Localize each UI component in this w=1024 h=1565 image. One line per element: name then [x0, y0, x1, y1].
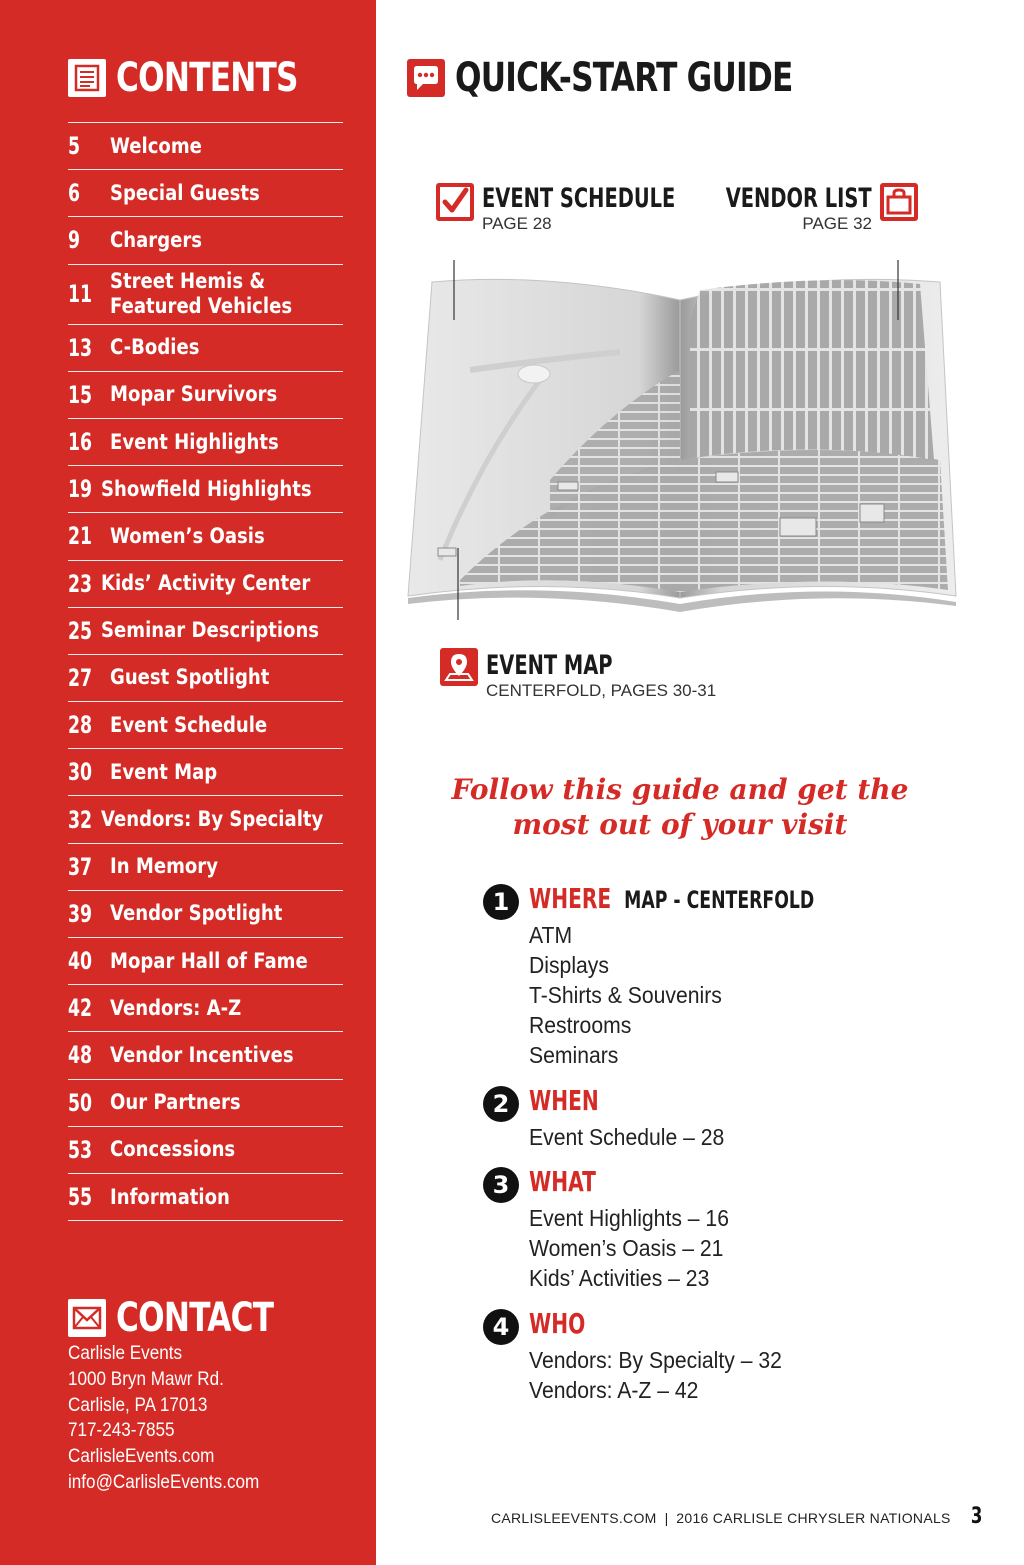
toc-item[interactable] [68, 123, 343, 170]
toc-title: Vendor Incentives [110, 1042, 294, 1067]
contact-org: Carlisle Events [68, 1343, 183, 1364]
toc-page: 53 [68, 1135, 93, 1164]
list-item: ATM [529, 922, 573, 948]
list-item: Event Schedule – 28 [529, 1124, 725, 1150]
toc-item[interactable] [68, 561, 343, 608]
tagline [400, 772, 960, 842]
list-item: Women’s Oasis – 21 [529, 1235, 724, 1261]
list-item: Vendors: A-Z – 42 [529, 1377, 699, 1403]
guide-heading-text: WHERE [529, 882, 612, 915]
list-icon [68, 59, 106, 97]
guide-heading-text: WHAT [529, 1165, 596, 1198]
contact-city: Carlisle, PA 17013 [68, 1394, 208, 1416]
envelope-icon [68, 1299, 106, 1337]
toc-item[interactable] [68, 1080, 343, 1127]
guide-heading [529, 1165, 596, 1198]
guide-heading [529, 1307, 585, 1340]
toc-title: Vendor Spotlight [110, 901, 283, 926]
step-number: 3 [483, 1167, 519, 1203]
guide-heading [529, 1084, 599, 1117]
list-item: T-Shirts & Souvenirs [529, 982, 722, 1008]
toc-page: 37 [68, 852, 93, 881]
toc-page: 21 [68, 522, 93, 551]
contact-info [68, 1341, 259, 1496]
toc-title: Mopar Hall of Fame [110, 948, 308, 973]
guide-list [529, 1122, 724, 1152]
toc-page: 23 [68, 569, 93, 598]
step-number: 2 [483, 1086, 519, 1122]
toc-title: Event Map [110, 759, 218, 784]
guide-list [529, 920, 722, 1070]
footer-publication: 2016 CARLISLE CHRYSLER NATIONALS [676, 1510, 951, 1526]
guide-heading-text: WHEN [529, 1084, 599, 1117]
toc-page: 42 [68, 994, 93, 1023]
toc-title: Special Guests [110, 180, 260, 205]
toc-item[interactable] [68, 513, 343, 560]
toc-item[interactable] [68, 1127, 343, 1174]
toc-item[interactable] [68, 217, 343, 264]
guide-list [529, 1203, 729, 1293]
list-item: Event Highlights – 16 [529, 1205, 729, 1231]
contact-heading [68, 1295, 318, 1341]
toc-title: Event Schedule [110, 712, 268, 737]
toc-item[interactable] [68, 170, 343, 217]
step-number: 1 [483, 884, 519, 920]
chat-bubble-icon [407, 59, 445, 97]
callout-title: EVENT MAP [486, 650, 613, 681]
toc-title: Our Partners [110, 1090, 241, 1115]
list-item: Displays [529, 952, 609, 978]
callout-subtitle: PAGE 28 [482, 214, 552, 233]
page-number: 3 [970, 1504, 983, 1529]
toc-page: 48 [68, 1041, 93, 1070]
toc-page: 11 [68, 280, 93, 309]
toc-title [110, 269, 292, 319]
toc-page: 5 [68, 132, 81, 161]
toc-item[interactable] [68, 372, 343, 419]
guide-heading-text: WHO [529, 1307, 586, 1340]
contents-title: CONTENTS [116, 55, 298, 101]
contact-email[interactable]: info@CarlisleEvents.com [68, 1471, 260, 1493]
callout-event-map[interactable] [440, 650, 716, 701]
toc-title: Event Highlights [110, 429, 279, 454]
step-number: 4 [483, 1309, 519, 1345]
contact-title: CONTACT [116, 1295, 274, 1341]
guide-list [529, 1345, 782, 1405]
list-item: Seminars [529, 1042, 619, 1068]
toc-item[interactable] [68, 325, 343, 372]
toc-page: 6 [68, 179, 81, 208]
toc-title-line2: Featured Vehicles [110, 294, 293, 319]
toc-title-line1: Street Hemis & [110, 269, 266, 294]
toc-item[interactable] [68, 749, 343, 796]
toc-page: 9 [68, 226, 81, 255]
toc-item[interactable] [68, 891, 343, 938]
toc-item[interactable] [68, 1174, 343, 1221]
toc-item[interactable] [68, 608, 343, 655]
callout-vendor-list[interactable] [669, 183, 918, 234]
page-footer [491, 1504, 984, 1529]
toc-page: 32 [68, 805, 93, 834]
callout-subtitle: CENTERFOLD, PAGES 30-31 [486, 681, 717, 700]
footer-separator: | [664, 1510, 669, 1526]
toc-title: Vendors: A-Z [110, 995, 242, 1020]
toc-title: C-Bodies [110, 335, 200, 360]
contact-phone[interactable]: 717-243-7855 [68, 1420, 175, 1442]
toc-page: 19 [68, 475, 93, 504]
toc-page: 40 [68, 947, 93, 976]
toc-title: Women’s Oasis [110, 523, 265, 548]
toc-title: Vendors: By Specialty [101, 807, 324, 832]
guide-heading [529, 882, 814, 915]
page-title [407, 55, 888, 101]
toc-title: Concessions [110, 1137, 236, 1162]
footer-website[interactable]: CARLISLEEVENTS.COM [490, 1510, 657, 1526]
tagline-line2: most out of your visit [512, 808, 848, 841]
toc-item[interactable] [68, 844, 343, 891]
toc-item[interactable] [68, 466, 343, 513]
toc-item[interactable] [68, 419, 343, 466]
toc-page: 25 [68, 616, 93, 645]
sidebar [0, 0, 376, 1565]
list-item: Vendors: By Specialty – 32 [529, 1347, 782, 1373]
toc-item[interactable] [68, 1032, 343, 1079]
callout-subtitle: PAGE 32 [802, 214, 872, 233]
toc-title: Guest Spotlight [110, 665, 270, 690]
toc-item[interactable] [68, 938, 343, 985]
toc-title: Welcome [110, 133, 202, 158]
toc-title: In Memory [110, 854, 218, 879]
callout-title: VENDOR LIST [726, 183, 872, 214]
toc-title: Showfield Highlights [101, 476, 313, 501]
toc-page: 30 [68, 758, 93, 787]
list-item: Kids’ Activities – 23 [529, 1265, 710, 1291]
toc-page: 50 [68, 1088, 93, 1117]
list-item: Restrooms [529, 1012, 632, 1038]
toc-item[interactable] [68, 796, 343, 843]
toc-page: 13 [68, 333, 93, 362]
toc-page: 16 [68, 428, 93, 457]
callout-title: EVENT SCHEDULE [482, 183, 676, 214]
toc-title: Chargers [110, 227, 203, 252]
toc-page: 15 [68, 380, 93, 409]
tagline-line1: Follow this guide and get the [451, 773, 909, 806]
toc-page: 39 [68, 899, 93, 928]
toc-title: Kids’ Activity Center [101, 571, 311, 596]
contact-street: 1000 Bryn Mawr Rd. [68, 1368, 224, 1390]
contact-website[interactable]: CarlisleEvents.com [68, 1446, 215, 1468]
toc-title: Seminar Descriptions [101, 618, 320, 643]
page-title-text: QUICK-START GUIDE [455, 55, 793, 101]
toc-item[interactable] [68, 985, 343, 1032]
event-map-illustration [400, 260, 960, 620]
toc-item[interactable] [68, 702, 343, 749]
table-of-contents [68, 122, 343, 1221]
toc-item[interactable] [68, 265, 343, 325]
toc-page: 28 [68, 711, 93, 740]
toc-title: Mopar Survivors [110, 382, 278, 407]
toc-title: Information [110, 1184, 230, 1209]
guide-heading-sub: MAP - CENTERFOLD [624, 886, 815, 914]
toc-page: 55 [68, 1183, 93, 1212]
toc-page: 27 [68, 663, 93, 692]
contents-heading [68, 55, 349, 101]
toc-item[interactable] [68, 655, 343, 702]
